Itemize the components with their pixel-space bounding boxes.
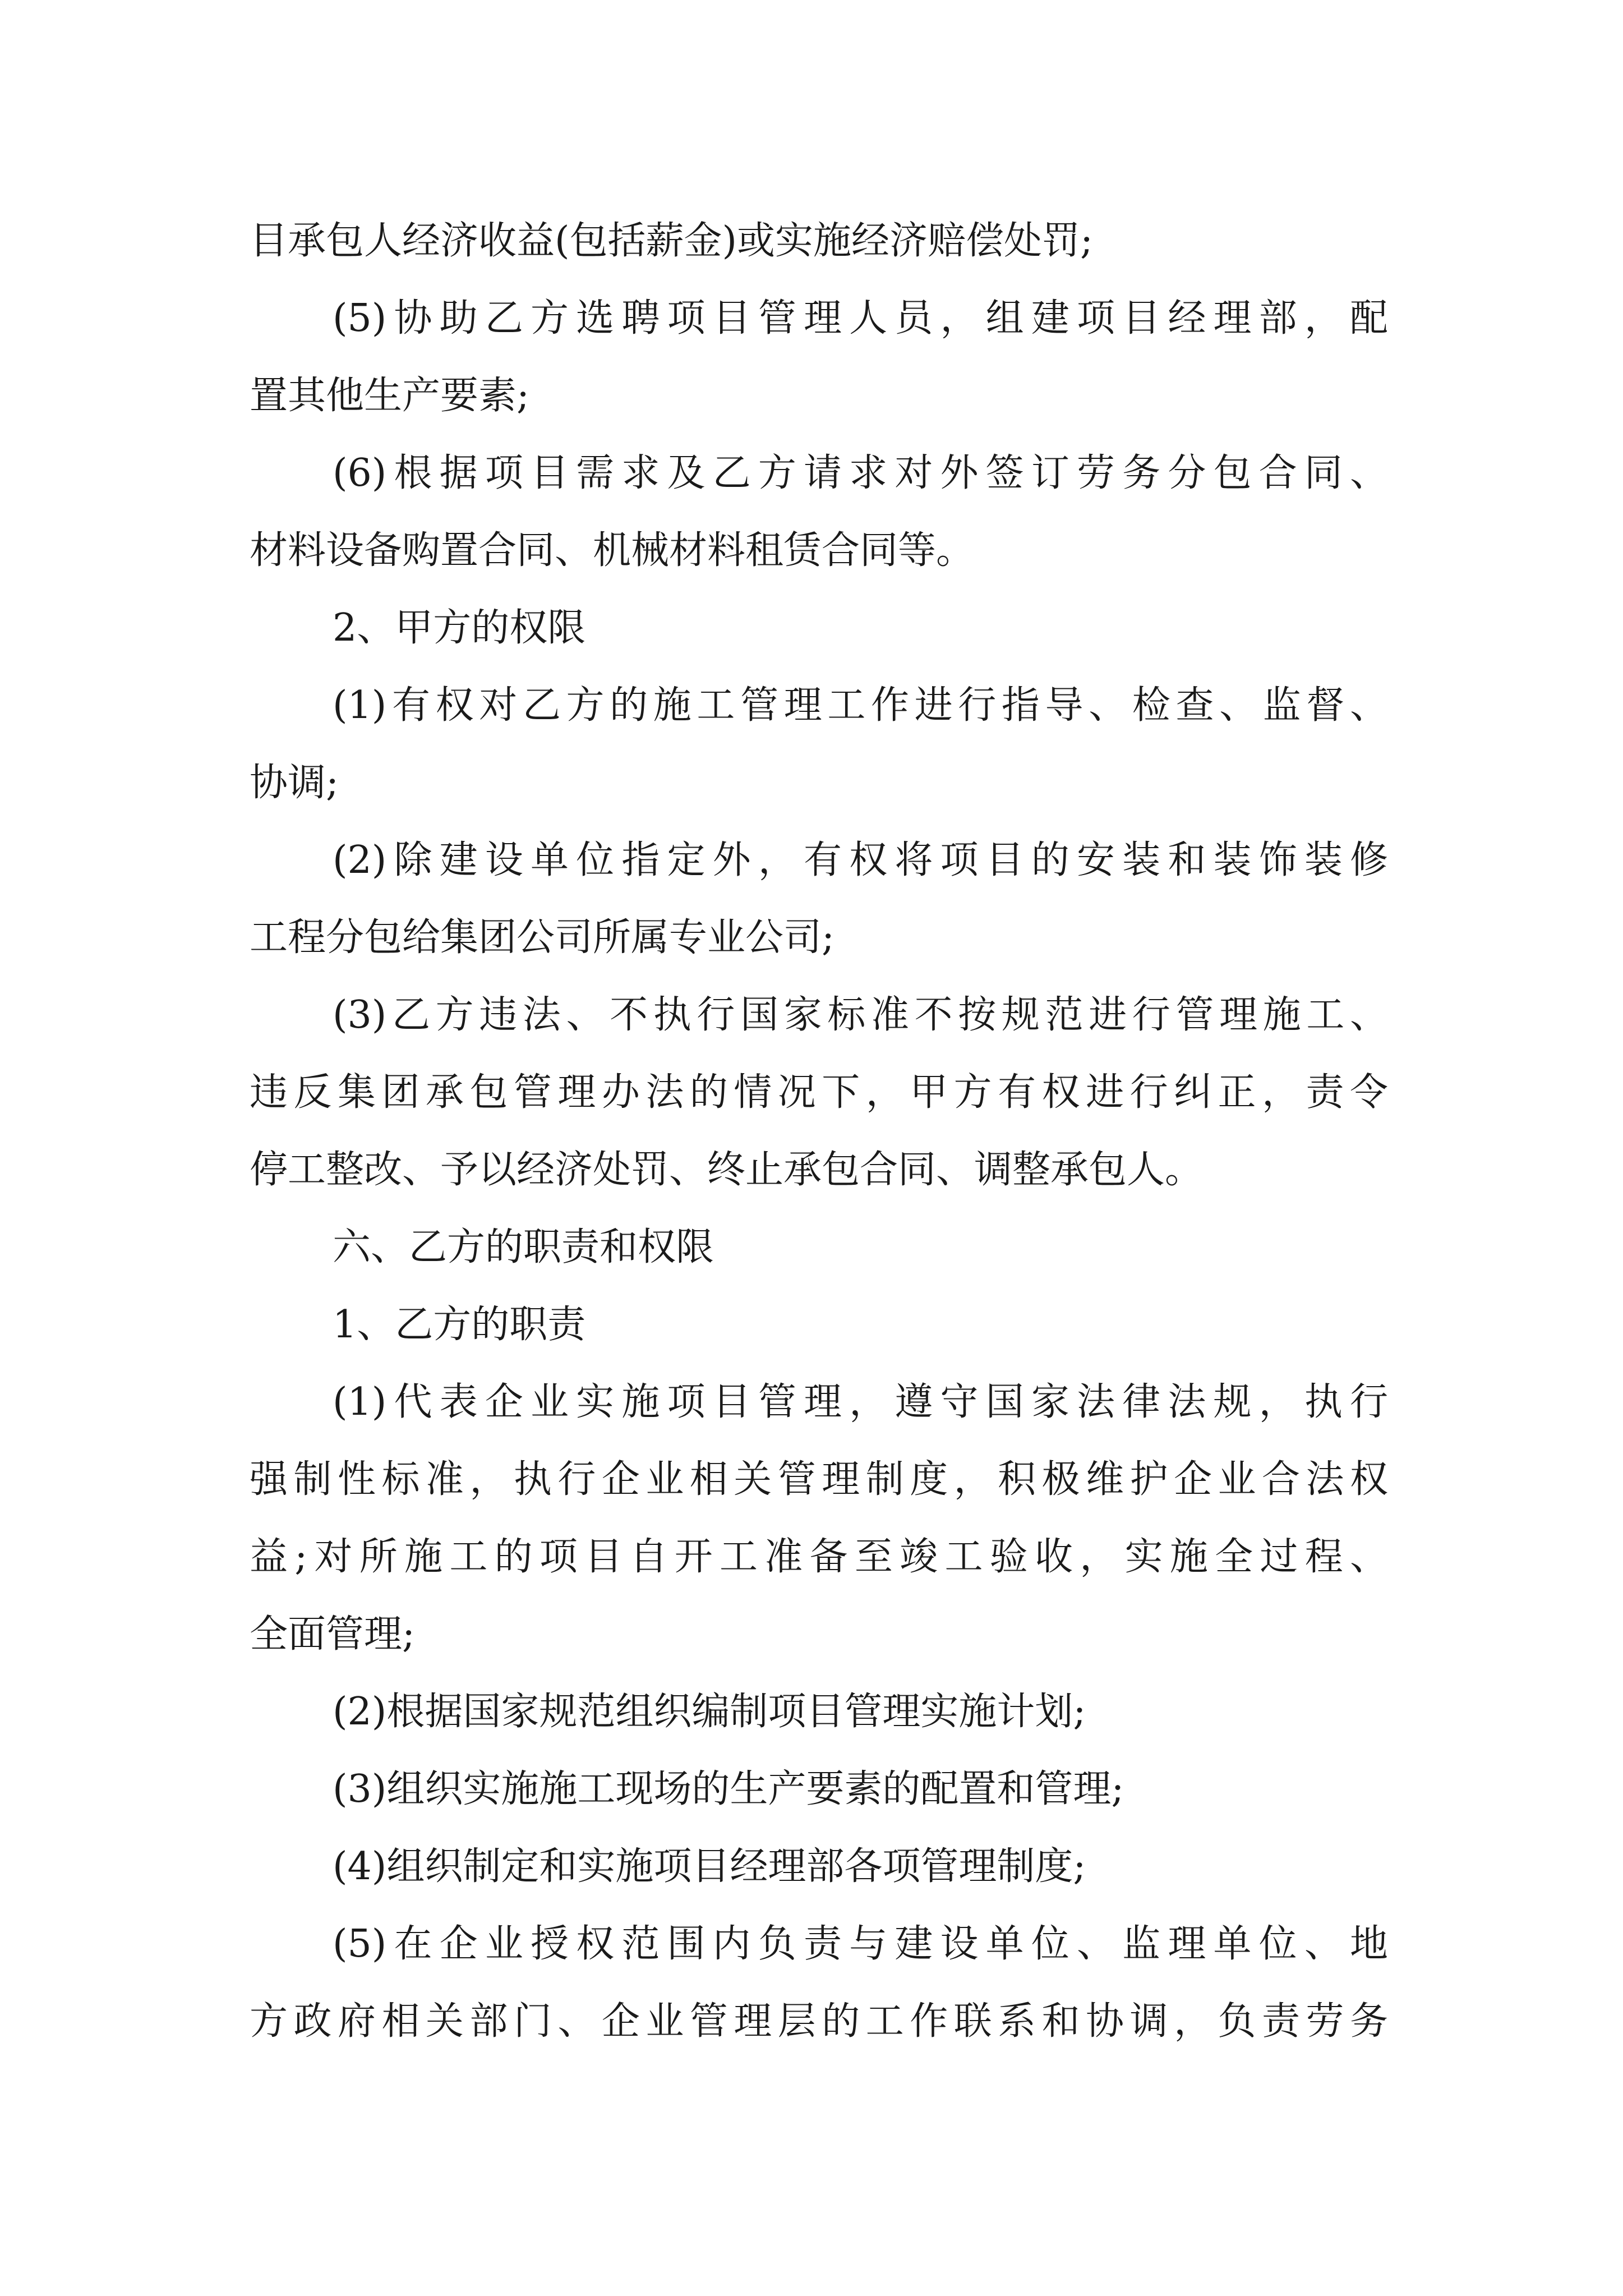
document-line: (2)根据国家规范组织编制项目管理实施计划; [333,1690,1086,1734]
document-line: 材料设备购置合同、机械材料租赁合同等。 [250,528,975,573]
document-line: 目承包人经济收益(包括薪金)或实施经济赔偿处罚; [250,219,1093,263]
document-line: 1、乙方的职责 [333,1303,586,1347]
document-line: 工程分包给集团公司所属专业公司; [250,915,834,960]
document-line: (4)组织制定和实施项目经理部各项管理制度; [333,1844,1086,1889]
document-line: (2)除建设单位指定外，有权将项目的安装和装饰装修 [333,838,1388,882]
document-line: 六、乙方的职责和权限 [333,1225,714,1269]
document-line: (6)根据项目需求及乙方请求对外签订劳务分包合同、 [333,451,1388,495]
document-line: 违反集团承包管理办法的情况下，甲方有权进行纠正，责令 [250,1070,1388,1115]
document-line: 置其他生产要素; [250,374,529,418]
document-line: 方政府相关部门、企业管理层的工作联系和协调，负责劳务 [250,1999,1388,2044]
document-line: (5)在企业授权范围内负责与建设单位、监理单位、地 [333,1922,1388,1966]
document-line: (5)协助乙方选聘项目管理人员，组建项目经理部，配 [333,296,1388,341]
document-line: 全面管理; [250,1612,415,1657]
document-line: (3)乙方违法、不执行国家标准不按规范进行管理施工、 [333,993,1388,1037]
document-line: (1)代表企业实施项目管理，遵守国家法律法规，执行 [333,1380,1388,1424]
document-line: 停工整改、予以经济处罚、终止承包合同、调整承包人。 [250,1148,1204,1192]
document-line: (3)组织实施施工现场的生产要素的配置和管理; [333,1767,1124,1811]
document-line: 强制性标准，执行企业相关管理制度，积极维护企业合法权 [250,1457,1388,1502]
document-line: 协调; [250,761,339,805]
document-line: 2、甲方的权限 [333,606,586,650]
document-line: (1)有权对乙方的施工管理工作进行指导、检查、监督、 [333,683,1388,728]
document-line: 益;对所施工的项目自开工准备至竣工验收，实施全过程、 [250,1535,1388,1579]
